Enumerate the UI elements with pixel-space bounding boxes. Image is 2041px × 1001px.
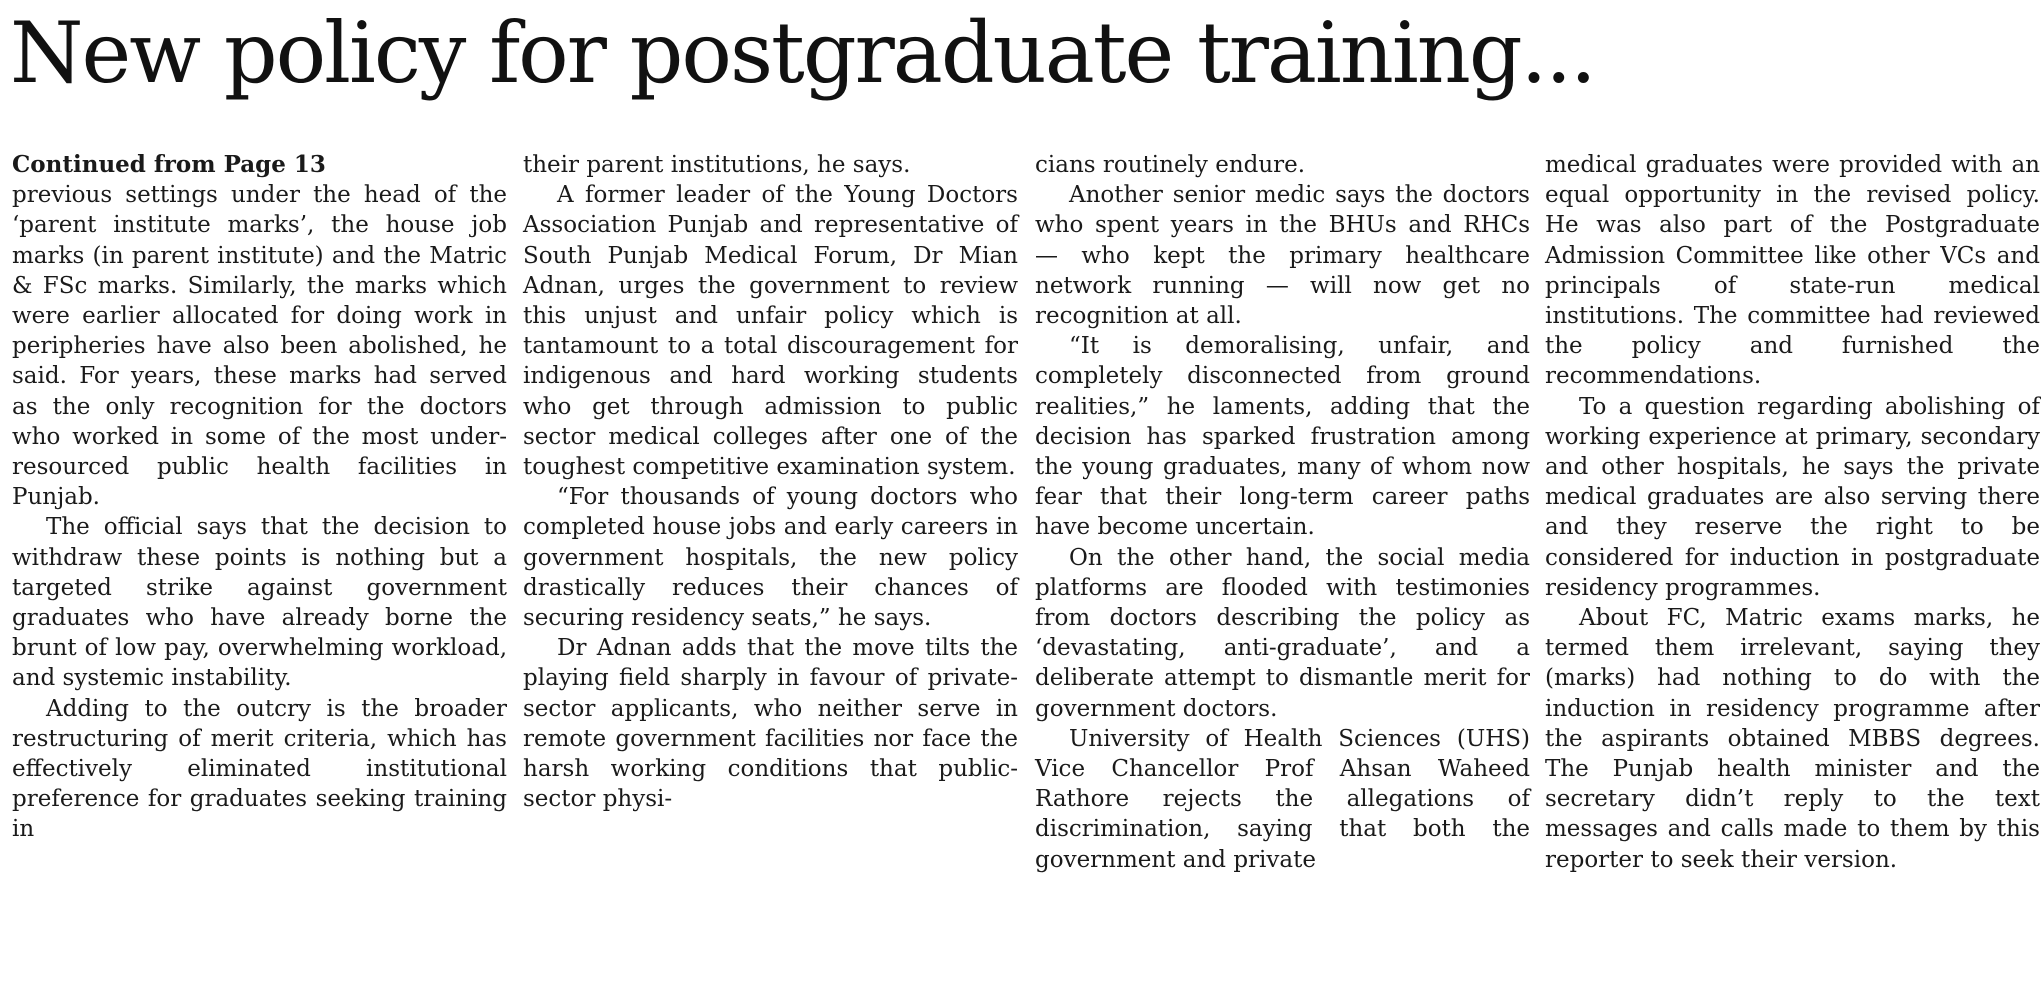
paragraph: Another senior medic says the doctors who spent years in the BHUs and RHCs — who kept the primary healthcare network running — will now get no recognition at all. (1035, 182, 1530, 330)
headline: New policy for postgraduate training... (10, 4, 1595, 102)
paragraph: Adding to the outcry is the broader restructuring of merit criteria, which has effectively eliminated institutional preference for graduates seeking training in (12, 695, 507, 843)
article-column-2 (523, 150, 1018, 814)
paragraph: “For thousands of young doctors who completed house jobs and early careers in government hospitals, the new policy drastically reduces their chances of securing residency seats,” he says. (523, 484, 1018, 632)
article-column-4 (1545, 150, 2040, 875)
article-column-1 (12, 150, 507, 845)
paragraph: A former leader of the Young Doctors Association Punjab and representative of South Punjab Medical Forum, Dr Mian Adnan, urges the government to review this unjust and unfair policy which is tantamount to a total discouragement for indigenous and hard working students who get through admission to public sector medical colleges after one of the toughest competitive examination system. (523, 182, 1018, 481)
continued-from-label: Continued from Page 13 (12, 151, 326, 178)
paragraph: About FC, Matric exams marks, he termed them irrelevant, saying they (marks) had nothing to do with the induction in residency programme after the aspirants obtained MBBS degrees. The Punjab health minister and the secretary didn’t reply to the text messages and calls made to them by this reporter to seek their version. (1545, 605, 2040, 873)
paragraph: The official says that the decision to withdraw these points is nothing but a targeted strike against government graduates who have already borne the brunt of low pay, overwhelming workload, and systemic instability. (12, 514, 507, 692)
article-column-3 (1035, 150, 1530, 875)
paragraph: their parent institutions, he says. (523, 152, 911, 178)
paragraph: previous settings under the head of the ‘parent institute marks’, the house job marks (in parent institute) and the Matric & FSc marks. Similarly, the marks which were earlier allocated for doing work in peripheries have also been abolished, he said. For years, these marks had served as the only recognition for the doctors who worked in some of the most under-resourced public health facilities in Punjab. (12, 182, 507, 511)
paragraph: cians routinely endure. (1035, 152, 1306, 178)
paragraph: To a question regarding abolishing of working experience at primary, secondary and other hospitals, he says the private medical graduates are also serving there and they reserve the right to be considered for induction in postgraduate residency programmes. (1545, 393, 2040, 601)
paragraph: medical graduates were provided with an equal opportunity in the revised policy. He was also part of the Postgraduate Admission Committee like other VCs and principals of state-run medical institutions. The committee had reviewed the policy and furnished the recommendations. (1545, 152, 2040, 390)
paragraph: University of Health Sciences (UHS) Vice Chancellor Prof Ahsan Waheed Rathore rejects the allegations of discrimination, saying that both the government and private (1035, 725, 1530, 873)
paragraph: On the other hand, the social media platforms are flooded with testimonies from doctors describing the policy as ‘devastating, anti-graduate’, and a deliberate attempt to dismantle merit for government doctors. (1035, 544, 1530, 722)
paragraph: “It is demoralising, unfair, and completely disconnected from ground realities,” he laments, adding that the decision has sparked frustration among the young graduates, many of whom now fear that their long-term career paths have become uncertain. (1035, 333, 1530, 541)
paragraph: Dr Adnan adds that the move tilts the playing field sharply in favour of private-sector applicants, who neither serve in remote government facilities nor face the harsh working conditions that public-sector physi- (523, 635, 1018, 813)
